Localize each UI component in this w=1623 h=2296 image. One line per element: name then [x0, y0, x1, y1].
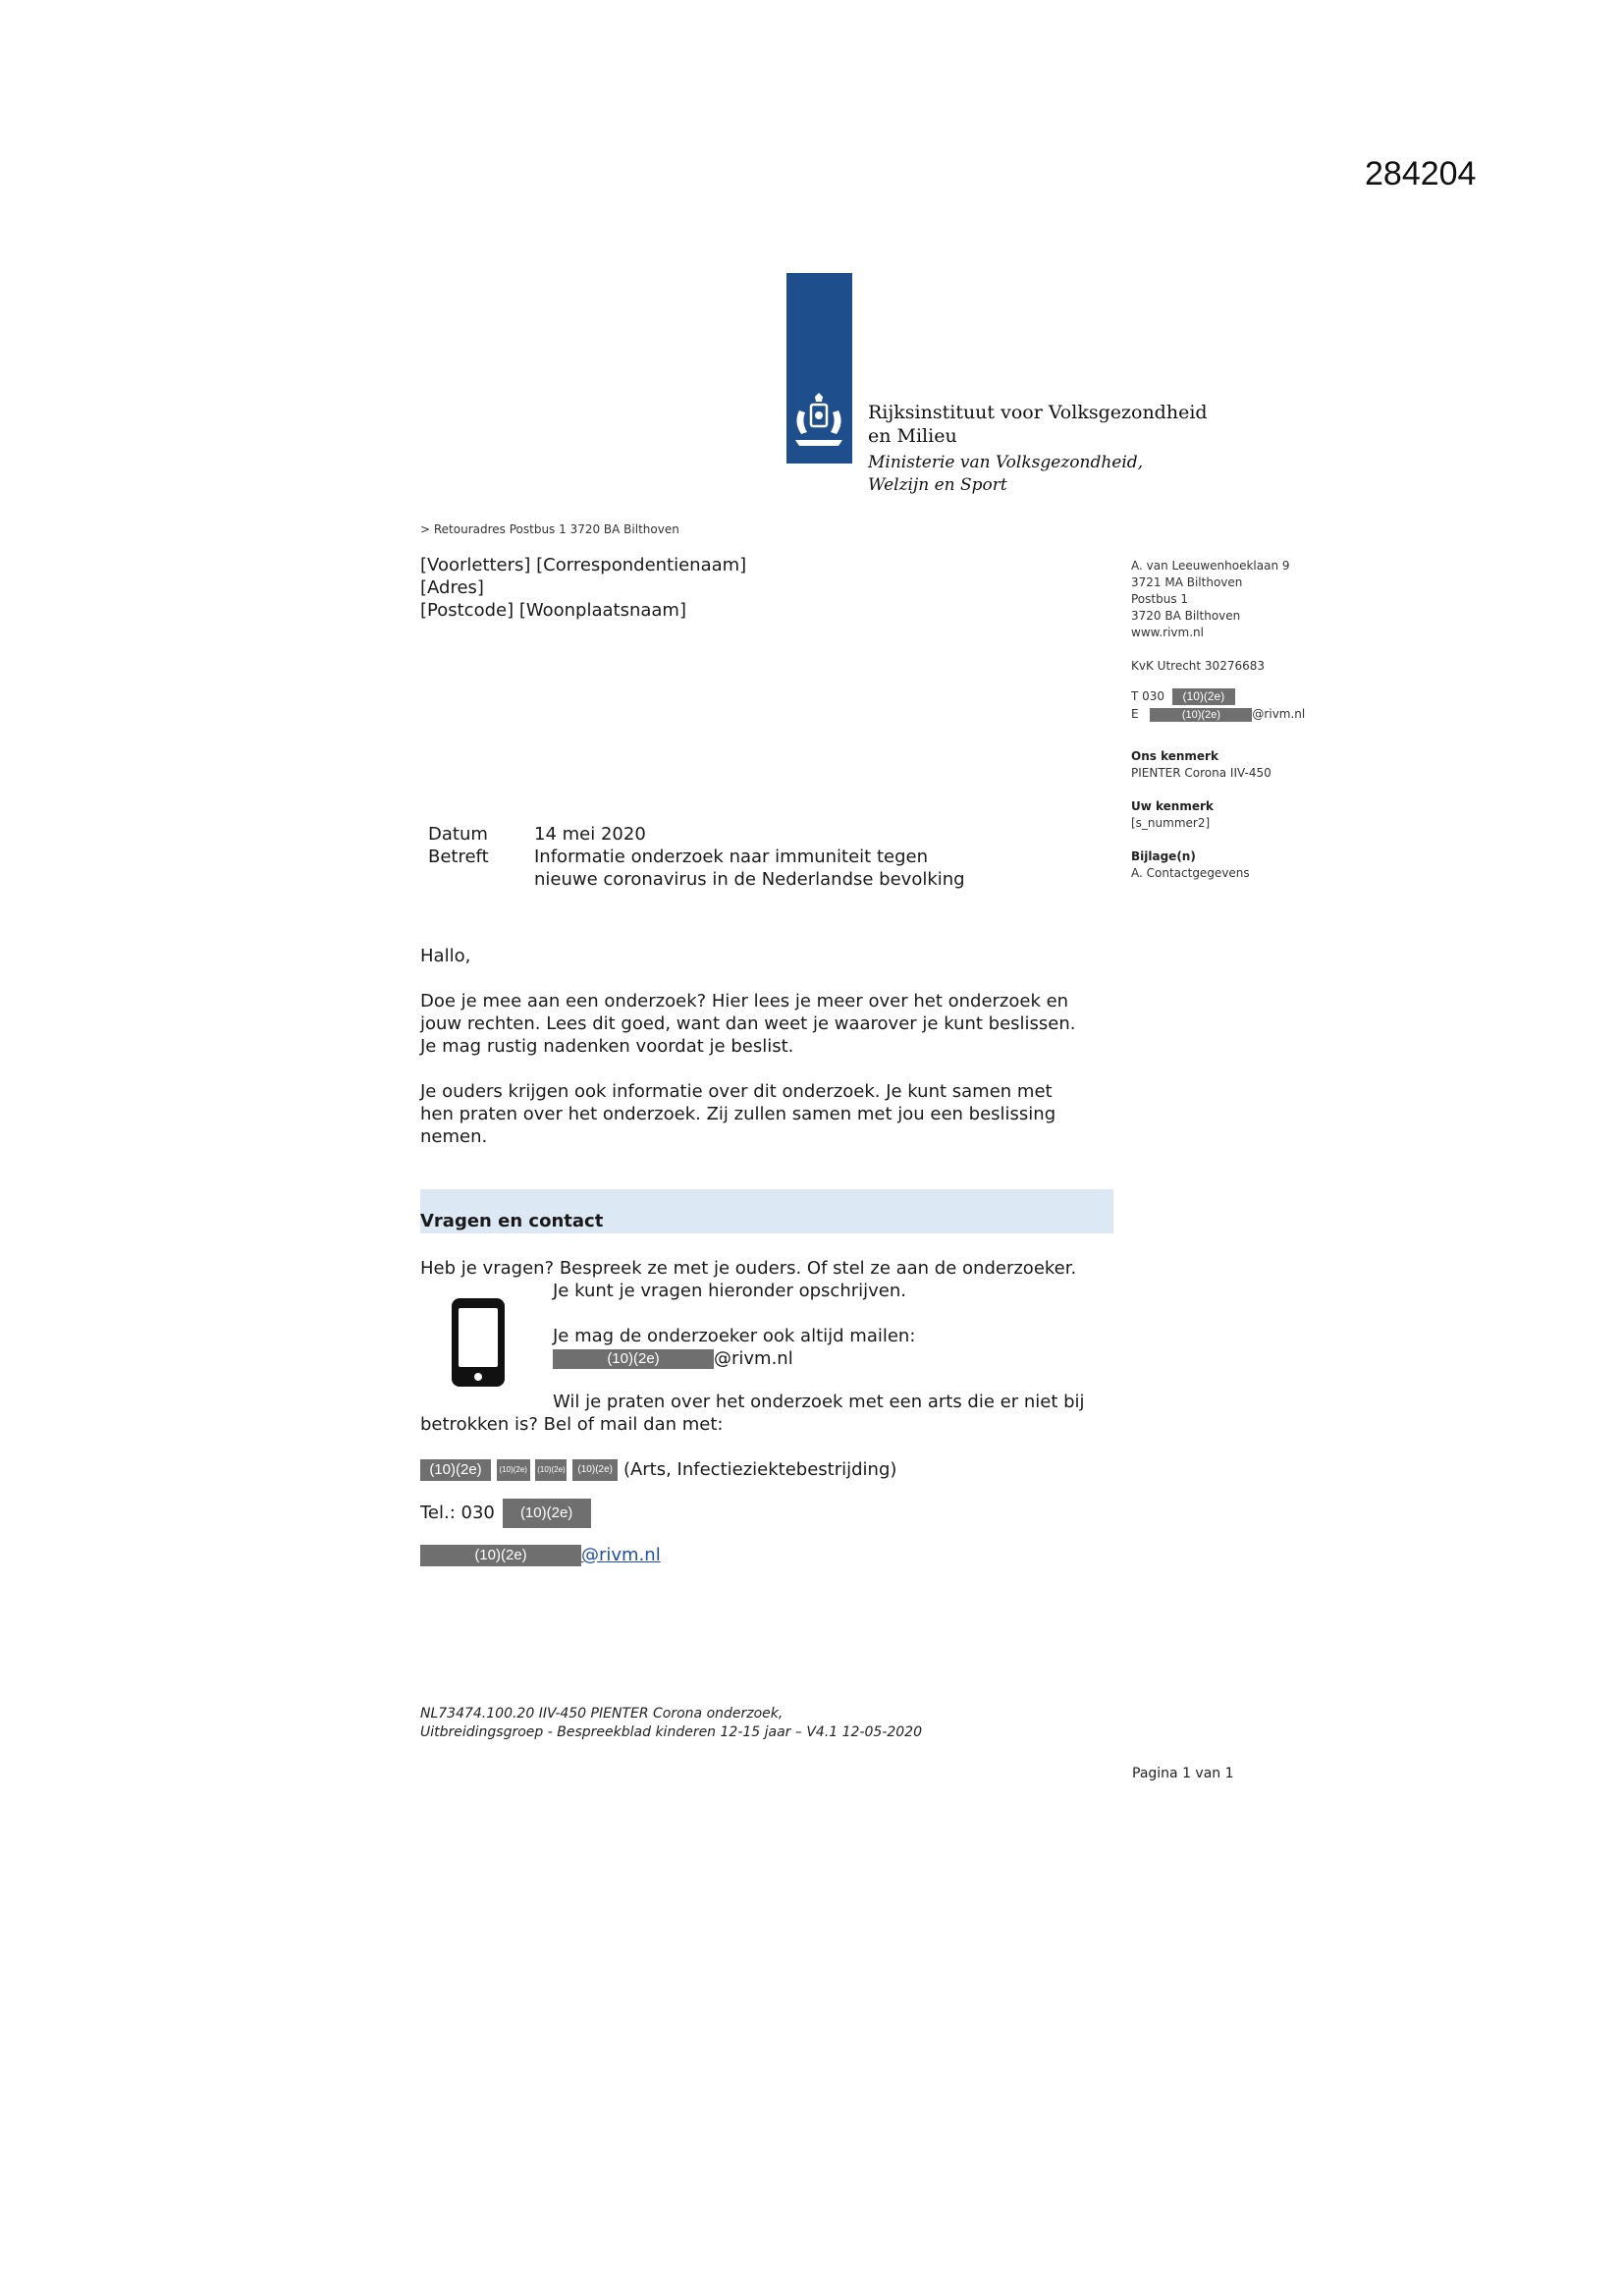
- independent-doctor-line-2: betrokken is? Bel of mail dan met:: [420, 1414, 724, 1435]
- sender-line: A. van Leeuwenhoeklaan 9: [1131, 559, 1290, 573]
- sender-line: 3720 BA Bilthoven: [1131, 609, 1241, 623]
- questions-line: Heb je vragen? Bespreek ze met je ouders. Of stel ze aan de onderzoeker.: [420, 1258, 1077, 1279]
- redaction: (10)(2e): [1150, 708, 1252, 722]
- independent-doctor-line-1: Wil je praten over het onderzoek met een arts die er niet bij: [553, 1392, 1085, 1412]
- section-title: Vragen en contact: [420, 1211, 604, 1231]
- paragraph-line: Je mag rustig nadenken voordat je beslist.: [420, 1036, 794, 1057]
- sender-email: [1131, 706, 1305, 723]
- write-questions-line: Je kunt je vragen hieronder opschrijven.: [553, 1281, 906, 1301]
- betreft-label: Betreft: [428, 847, 489, 867]
- doctor-email: [420, 1544, 1119, 1566]
- sender-website: www.rivm.nl: [1131, 626, 1204, 639]
- letter-meta: [428, 823, 1056, 892]
- bijlage-value: A. Contactgegevens: [1131, 866, 1250, 880]
- email-domain: @rivm.nl: [1252, 707, 1306, 721]
- bijlage: [1131, 848, 1250, 882]
- paragraph-1: [420, 990, 1119, 1058]
- return-address: > Retouradres Postbus 1 3720 BA Bilthoven: [420, 522, 679, 536]
- ministry-line-1: Ministerie van Volksgezondheid,: [868, 453, 1144, 472]
- uw-kenmerk: [1131, 798, 1214, 832]
- org-line-2: en Milieu: [868, 425, 957, 447]
- recipient-line: [Voorletters] [Correspondentienaam]: [420, 555, 747, 575]
- redaction: (10)(2e): [420, 1545, 581, 1566]
- betreft-line-2: nieuwe coronavirus in de Nederlandse bevolking: [534, 869, 965, 890]
- phone-icon: [450, 1296, 507, 1389]
- page-number: Pagina 1 van 1: [1132, 1766, 1234, 1781]
- ministry-line-2: Welzijn en Sport: [868, 475, 1007, 495]
- email-prefix: E: [1131, 707, 1139, 721]
- paragraph-line: nemen.: [420, 1126, 488, 1147]
- ministry-name: [868, 452, 1143, 497]
- redaction: (10)(2e): [497, 1459, 530, 1481]
- sender-line: 3721 MA Bilthoven: [1131, 575, 1243, 589]
- greeting: Hallo,: [420, 946, 471, 966]
- sender-phone: [1131, 688, 1235, 705]
- uw-kenmerk-label: Uw kenmerk: [1131, 799, 1214, 813]
- doctor-phone: [420, 1499, 1119, 1528]
- paragraph-line: jouw rechten. Lees dit goed, want dan weet je waarover je kunt beslissen.: [420, 1013, 1076, 1034]
- redaction: (10)(2e): [420, 1459, 491, 1481]
- section-header: [420, 1189, 1113, 1233]
- doctor-email-link[interactable]: @rivm.nl: [581, 1545, 661, 1565]
- footer-line-2: Uitbreidingsgroep - Bespreekblad kinderen 12-15 jaar – V4.1 12-05-2020: [420, 1724, 922, 1740]
- redaction: (10)(2e): [1172, 688, 1235, 705]
- bijlage-label: Bijlage(n): [1131, 849, 1196, 863]
- redaction: (10)(2e): [535, 1459, 567, 1481]
- researcher-email: [553, 1347, 1103, 1370]
- sender-line: Postbus 1: [1131, 592, 1189, 606]
- datum-label: Datum: [428, 824, 488, 845]
- email-domain: @rivm.nl: [714, 1348, 793, 1369]
- redaction: (10)(2e): [572, 1459, 618, 1481]
- document-number: 284204: [1365, 155, 1477, 192]
- redaction: (10)(2e): [553, 1349, 714, 1369]
- phone-label: Tel.: 030: [420, 1503, 495, 1523]
- redaction: (10)(2e): [503, 1499, 591, 1528]
- doctor-name-line: [420, 1458, 1119, 1481]
- doctor-role: (Arts, Infectieziektebestrijding): [622, 1459, 897, 1480]
- kvk-number: KvK Utrecht 30276683: [1131, 659, 1265, 673]
- ons-kenmerk-value: PIENTER Corona IIV-450: [1131, 766, 1271, 780]
- mail-line: Je mag de onderzoeker ook altijd mailen:: [553, 1326, 916, 1346]
- paragraph-2: [420, 1080, 1119, 1148]
- recipient-line: [Postcode] [Woonplaatsnaam]: [420, 600, 686, 621]
- recipient-line: [Adres]: [420, 577, 484, 598]
- ons-kenmerk: [1131, 748, 1271, 782]
- uw-kenmerk-value: [s_nummer2]: [1131, 816, 1211, 830]
- org-line-1: Rijksinstituut voor Volksgezondheid: [868, 402, 1208, 423]
- crest-icon: [789, 393, 848, 450]
- phone-prefix: T 030: [1131, 689, 1165, 703]
- datum-value: 14 mei 2020: [534, 824, 646, 845]
- sender-address: [1131, 558, 1290, 641]
- betreft-line-1: Informatie onderzoek naar immuniteit tegen: [534, 847, 929, 867]
- paragraph-line: hen praten over het onderzoek. Zij zullen samen met jou een beslissing: [420, 1104, 1056, 1124]
- paragraph-line: Doe je mee aan een onderzoek? Hier lees je meer over het onderzoek en: [420, 991, 1069, 1011]
- recipient-address: [420, 554, 746, 622]
- footer-line-1: NL73474.100.20 IIV-450 PIENTER Corona onderzoek,: [420, 1706, 784, 1722]
- paragraph-line: Je ouders krijgen ook informatie over dit onderzoek. Je kunt samen met: [420, 1081, 1053, 1102]
- ons-kenmerk-label: Ons kenmerk: [1131, 749, 1218, 763]
- document-footer: [420, 1705, 922, 1742]
- org-name: [868, 401, 1208, 448]
